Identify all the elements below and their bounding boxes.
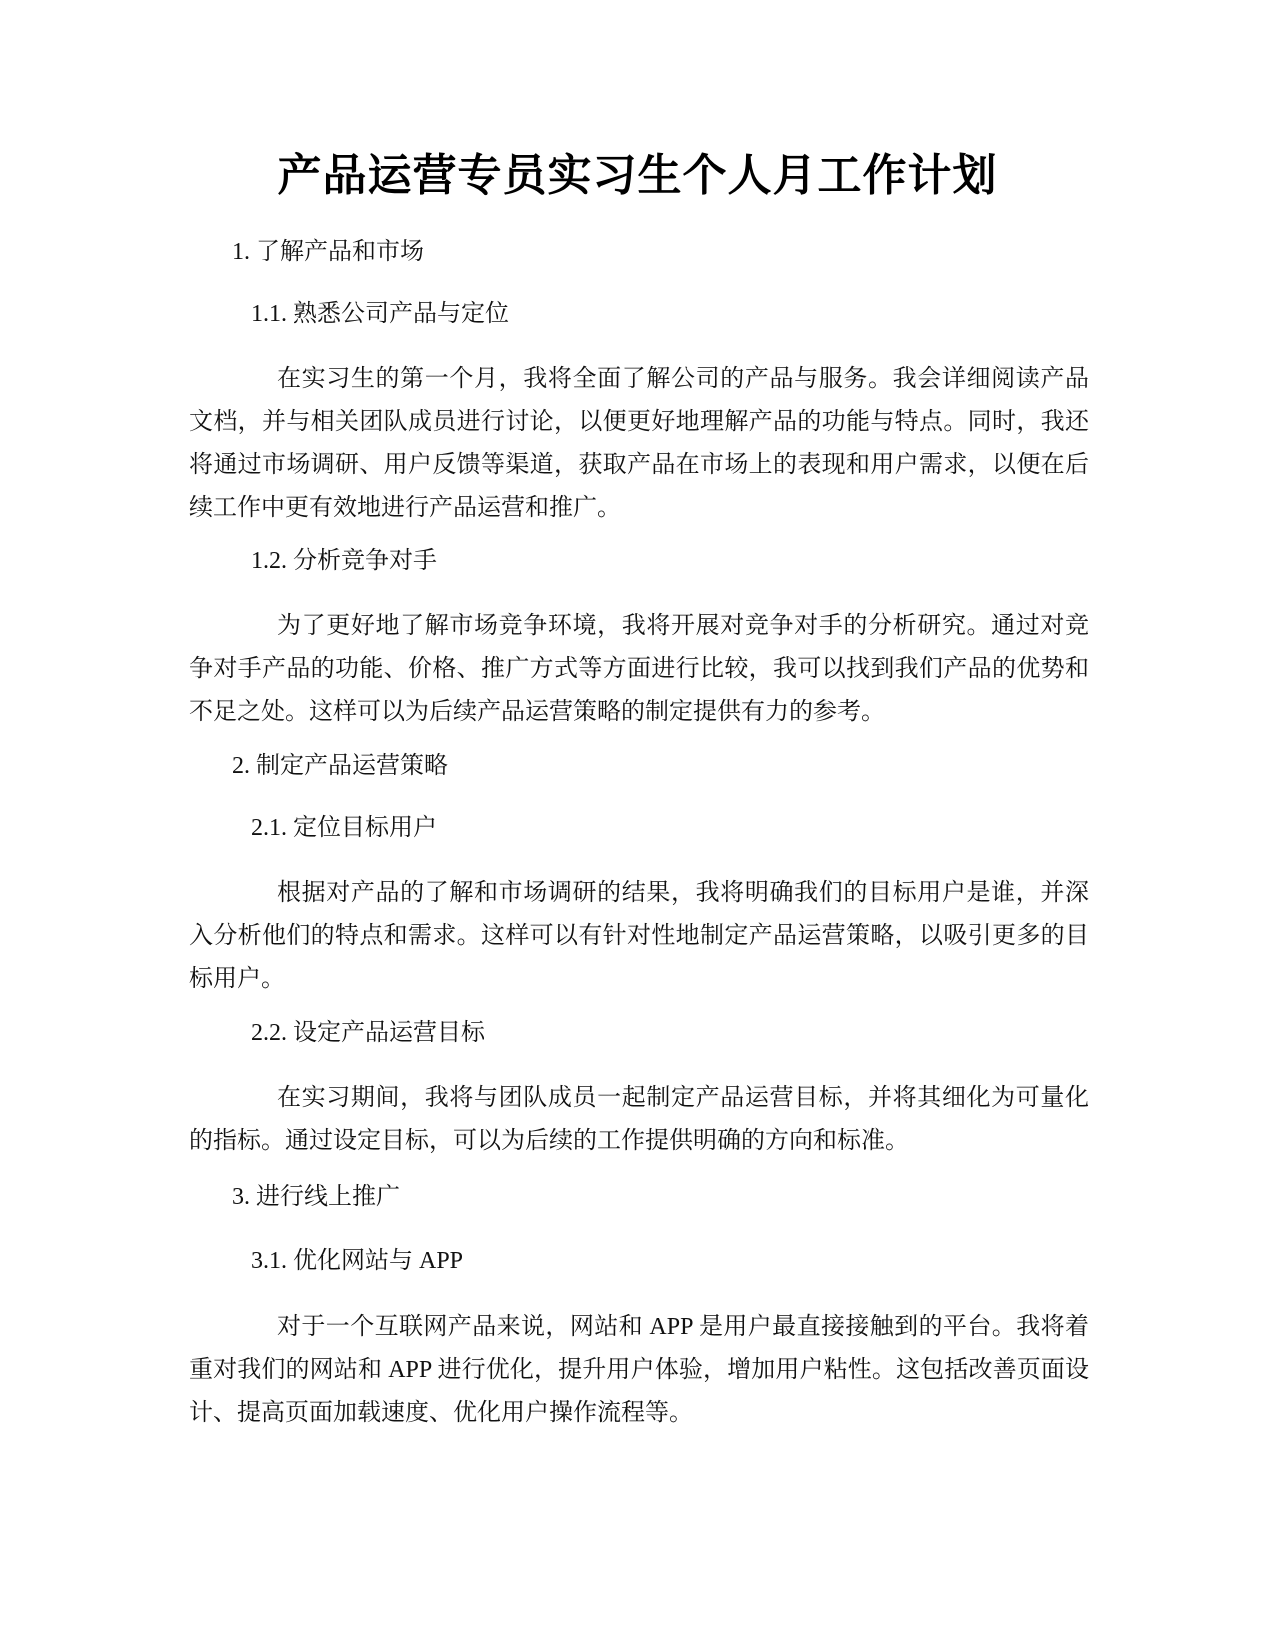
subsection-heading-2-1: 2.1. 定位目标用户: [251, 815, 437, 841]
paragraph-2-1: 根据对产品的了解和市场调研的结果，我将明确我们的目标用户是谁，并深入分析他们的特点和需求。这样可以有针对性地制定产品运营策略，以吸引更多的目标用户。: [189, 880, 1089, 992]
subsection-heading-3-1: 3.1. 优化网站与 APP: [251, 1248, 464, 1274]
paragraph-1-2: 为了更好地了解市场竞争环境，我将开展对竞争对手的分析研究。通过对竞争对手产品的功能、价格、推广方式等方面进行比较，我可以找到我们产品的优势和不足之处。这样可以为后续产品运营策略的制定提供有力的参考。: [189, 613, 1089, 725]
subsection-heading-1-1: 1.1. 熟悉公司产品与定位: [251, 301, 509, 327]
subsection-heading-2-2: 2.2. 设定产品运营目标: [251, 1020, 485, 1046]
paragraph-3-1: 对于一个互联网产品来说，网站和 APP 是用户最直接接触到的平台。我将着重对我们的网站和 APP 进行优化，提升用户体验，增加用户粘性。这包括改善页面设计、提高页面加载速度、优化用户操作流程等。: [189, 1314, 1089, 1426]
document-title: 产品运营专员实习生个人月工作计划: [277, 150, 998, 201]
subsection-heading-1-2: 1.2. 分析竞争对手: [251, 548, 437, 574]
section-heading-2: 2. 制定产品运营策略: [232, 753, 448, 779]
paragraph-1-1: 在实习生的第一个月，我将全面了解公司的产品与服务。我会详细阅读产品文档，并与相关团队成员进行讨论，以便更好地理解产品的功能与特点。同时，我还将通过市场调研、用户反馈等渠道，获取产品在市场上的表现和用户需求，以便在后续工作中更有效地进行产品运营和推广。: [189, 366, 1089, 521]
paragraph-2-2: 在实习期间，我将与团队成员一起制定产品运营目标，并将其细化为可量化的指标。通过设定目标，可以为后续的工作提供明确的方向和标准。: [189, 1085, 1089, 1154]
section-heading-3: 3. 进行线上推广: [232, 1184, 400, 1210]
section-heading-1: 1. 了解产品和市场: [232, 239, 424, 265]
